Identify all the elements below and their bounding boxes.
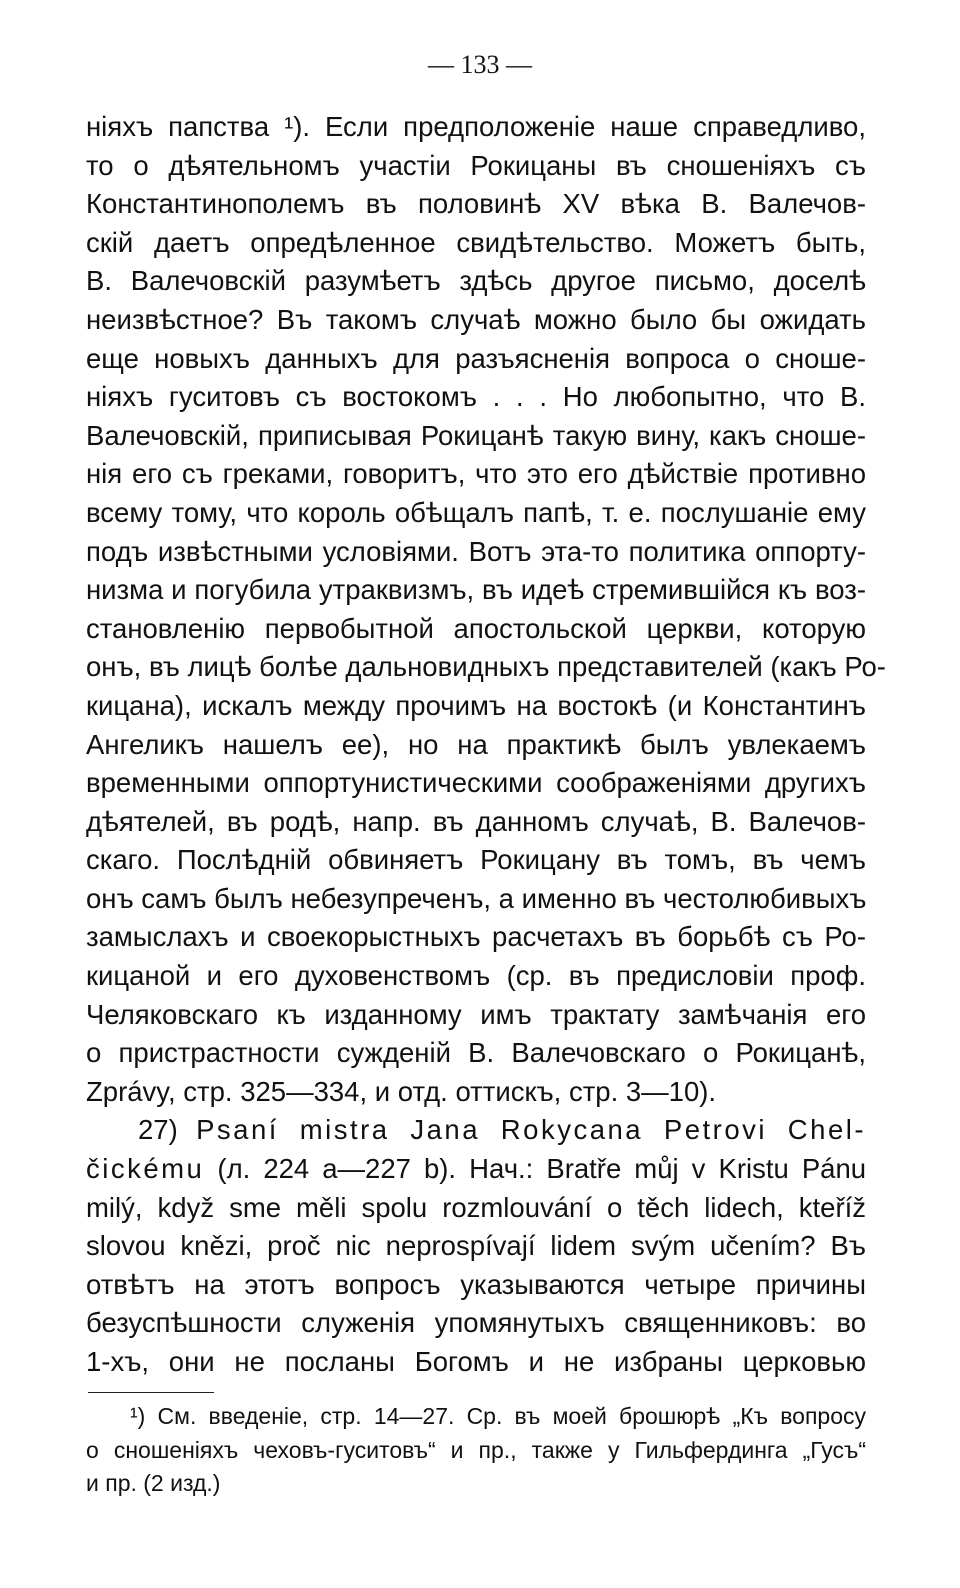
text-line: скій даетъ опредѣленное свидѣтельство. Можетъ быть, [86,226,866,258]
text-line: отвѣтъ на этотъ вопросъ указываются четыре причины [86,1268,866,1300]
footnote [86,1400,866,1501]
text-line: неизвѣстное? Въ такомъ случаѣ можно было бы ожидать [86,303,866,335]
footnote-line: о сношеніяхъ чеховъ-гуситовъ“ и пр., также у Гильфердинга „Гусъ“ [86,1436,866,1463]
text-line: нія его съ греками, говоритъ, что это его дѣйствіе противно [86,458,866,490]
text-line: всему тому, что король обѣщалъ папѣ, т. е. послушаніе ему [86,496,866,528]
text-line: кицаной и его духовенствомъ (ср. въ предисловіи проф. [86,960,866,992]
text-line: Константинополемъ въ половинѣ XV вѣка В. Валечов- [86,188,866,220]
item-27-line [86,1150,866,1189]
text-line: кицана), искалъ между прочимъ на востокѣ (и Константинъ [86,689,866,721]
text-line: Челяковскаго къ изданному имъ трактату замѣчанія его [86,998,866,1030]
text-line: Zprávy, стр. 325—334, и отд. оттискъ, стр. 3—10). [86,1075,717,1107]
text-line: slovou knězi, proč nic neprospívají lidem svým učením? Въ [86,1230,866,1262]
folio-ref: (л. 224 a—227 b). [217,1153,457,1185]
item-number: 27) [138,1114,178,1146]
text-line: 1-хъ, они не посланы Богомъ и не избраны церковью [86,1346,866,1377]
text-line: замыслахъ и своекорыстныхъ расчетахъ въ борьбѣ съ Ро- [86,921,866,953]
text-line: онъ, въ лицѣ болѣе дальновидныхъ представителей (какъ Ро- [86,651,886,683]
text-line: то о дѣятельномъ участіи Рокицаны въ сношеніяхъ съ [86,149,866,181]
text-line: безуспѣшности служенія упомянутыхъ священниковъ: во [86,1307,866,1339]
footnote-divider [88,1392,214,1393]
text-line: ніяхъ гуситовъ съ востокомъ . . . Но любопытно, что В. [86,381,866,413]
item-27-heading [86,1111,866,1150]
text-line: дѣятелей, въ родѣ, напр. въ данномъ случаѣ, В. Валечов- [86,805,866,837]
text-line: В. Валечовскій разумѣетъ здѣсь другое письмо, доселѣ [86,265,866,297]
text-line: ніяхъ папства ¹). Если предположеніе наше справедливо, [86,111,866,142]
text-line: еще новыхъ данныхъ для разъясненія вопроса о сноше- [86,342,866,374]
text-line: подъ извѣстными условіями. Вотъ эта-то политика оппорту- [86,535,866,567]
text-line: о пристрастности сужденій В. Валечовскаго о Рокицанѣ, [86,1037,866,1069]
footnote-line: ¹) См. введеніе, стр. 14—27. Ср. въ моей брошюрѣ „Къ вопросу [130,1403,866,1429]
item-title: Psaní mistra Jana Rokycana Petrovi Chel- [196,1114,867,1146]
page-number: — 133 — [428,50,532,79]
text-line: становленію первобытной апостольской церкви, которую [86,612,866,644]
text-line: временными оппортунистическими соображеніями другихъ [86,767,866,799]
footnote-line: и пр. (2 изд.) [86,1470,221,1496]
text-line: скаго. Послѣдній обвиняетъ Рокицану въ томъ, въ чемъ [86,844,866,876]
incipit-text: Bratře můj v Kristu Pánu [546,1153,867,1185]
main-text [86,108,886,1382]
item-title-cont: čickému [86,1153,205,1185]
text-line: Ангеликъ нашелъ ее), но на практикѣ былъ увлекаемъ [86,728,866,760]
text-line: низма и погубила утраквизмъ, въ идеѣ стремившійся къ воз- [86,574,866,606]
text-line: milý, když sme měli spolu rozmlouvání o těch lidech, kteříž [86,1191,866,1223]
incipit-label: Нач.: [469,1153,534,1185]
text-line: онъ самъ былъ небезупреченъ, а именно въ честолюбивыхъ [86,882,867,914]
text-line: Валечовскій, приписывая Рокицанѣ такую вину, какъ сноше- [86,419,866,451]
